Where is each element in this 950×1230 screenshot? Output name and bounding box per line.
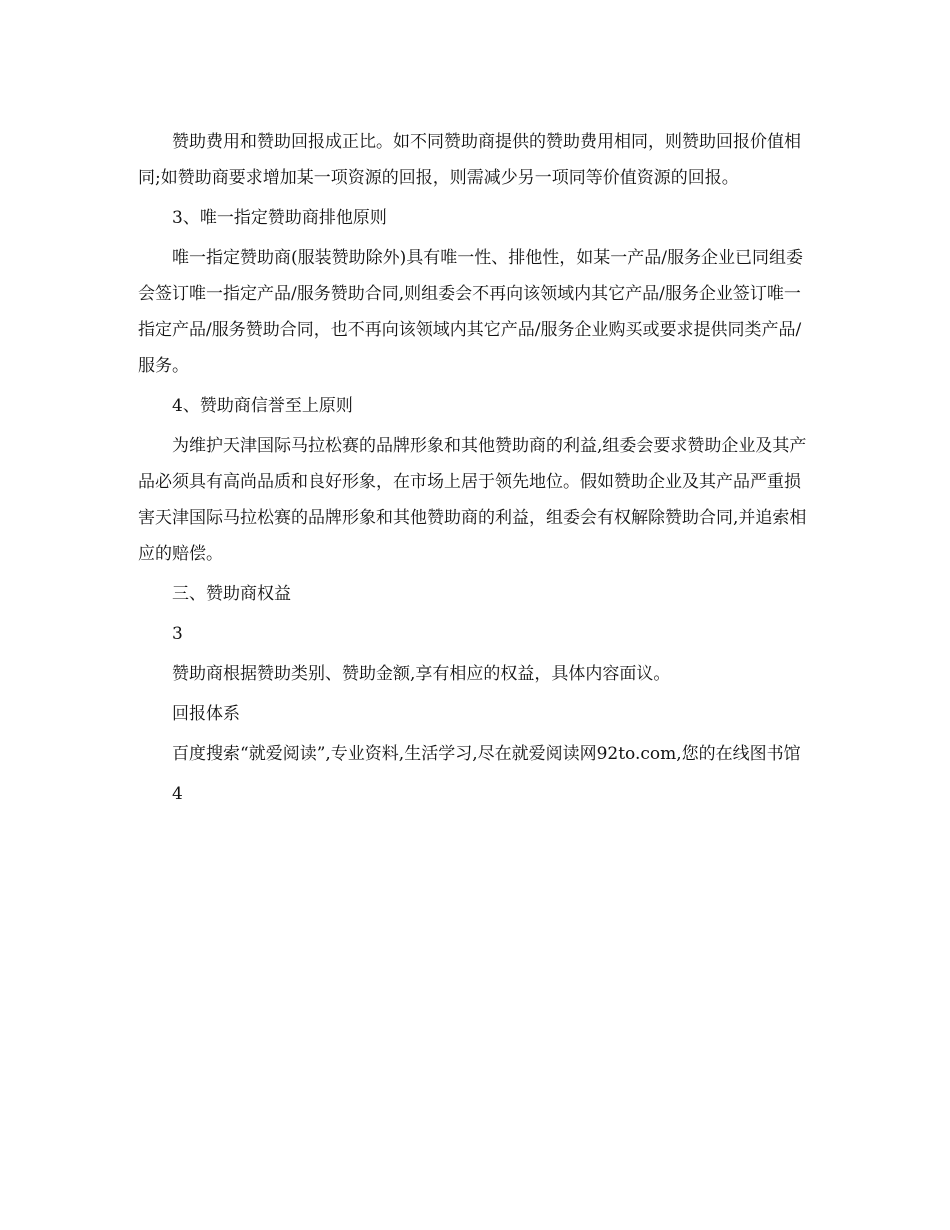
page-number-3: 3 <box>172 624 183 644</box>
page-number-4: 4 <box>172 784 183 804</box>
heading-return-system: 回报体系 <box>172 704 240 724</box>
paragraph-website-notice: 百度搜索“就爱阅读”,专业资料,生活学习,尽在就爱阅读网92to.com,您的在线图书馆 <box>172 744 801 764</box>
paragraph-exclusive-sponsor: 唯一指定赞助商(服装赞助除外)具有唯一性、排他性，如某一产品/服务企业已同组委会签订唯一指定产品/服务赞助合同,则组委会不再向该领域内其它产品/服务企业签订唯一指定产品/服务赞助合同，也不再向该领域内其它产品/服务企业购买或要求提供同类产品/服务。 <box>138 248 803 376</box>
paragraph-sponsorship-ratio: 赞助费用和赞助回报成正比。如不同赞助商提供的赞助费用相同，则赞助回报价值相同;如赞助商要求增加某一项资源的回报，则需减少另一项同等价值资源的回报。 <box>138 132 801 188</box>
heading-sponsor-rights: 三、赞助商权益 <box>172 584 291 604</box>
paragraph-sponsor-rights: 赞助商根据赞助类别、赞助金额,享有相应的权益，具体内容面议。 <box>172 664 671 684</box>
document-body <box>138 124 814 812</box>
paragraph-sponsor-reputation: 为维护天津国际马拉松赛的品牌形象和其他赞助商的利益,组委会要求赞助企业及其产品必须具有高尚品质和良好形象，在市场上居于领先地位。假如赞助企业及其产品严重损害天津国际马拉松赛的品牌形象和其他赞助商的利益，组委会有权解除赞助合同,并追索相应的赔偿。 <box>138 436 807 564</box>
heading-sponsor-reputation-principle: 4、赞助商信誉至上原则 <box>172 396 353 416</box>
heading-exclusive-sponsor-principle: 3、唯一指定赞助商排他原则 <box>172 208 387 228</box>
